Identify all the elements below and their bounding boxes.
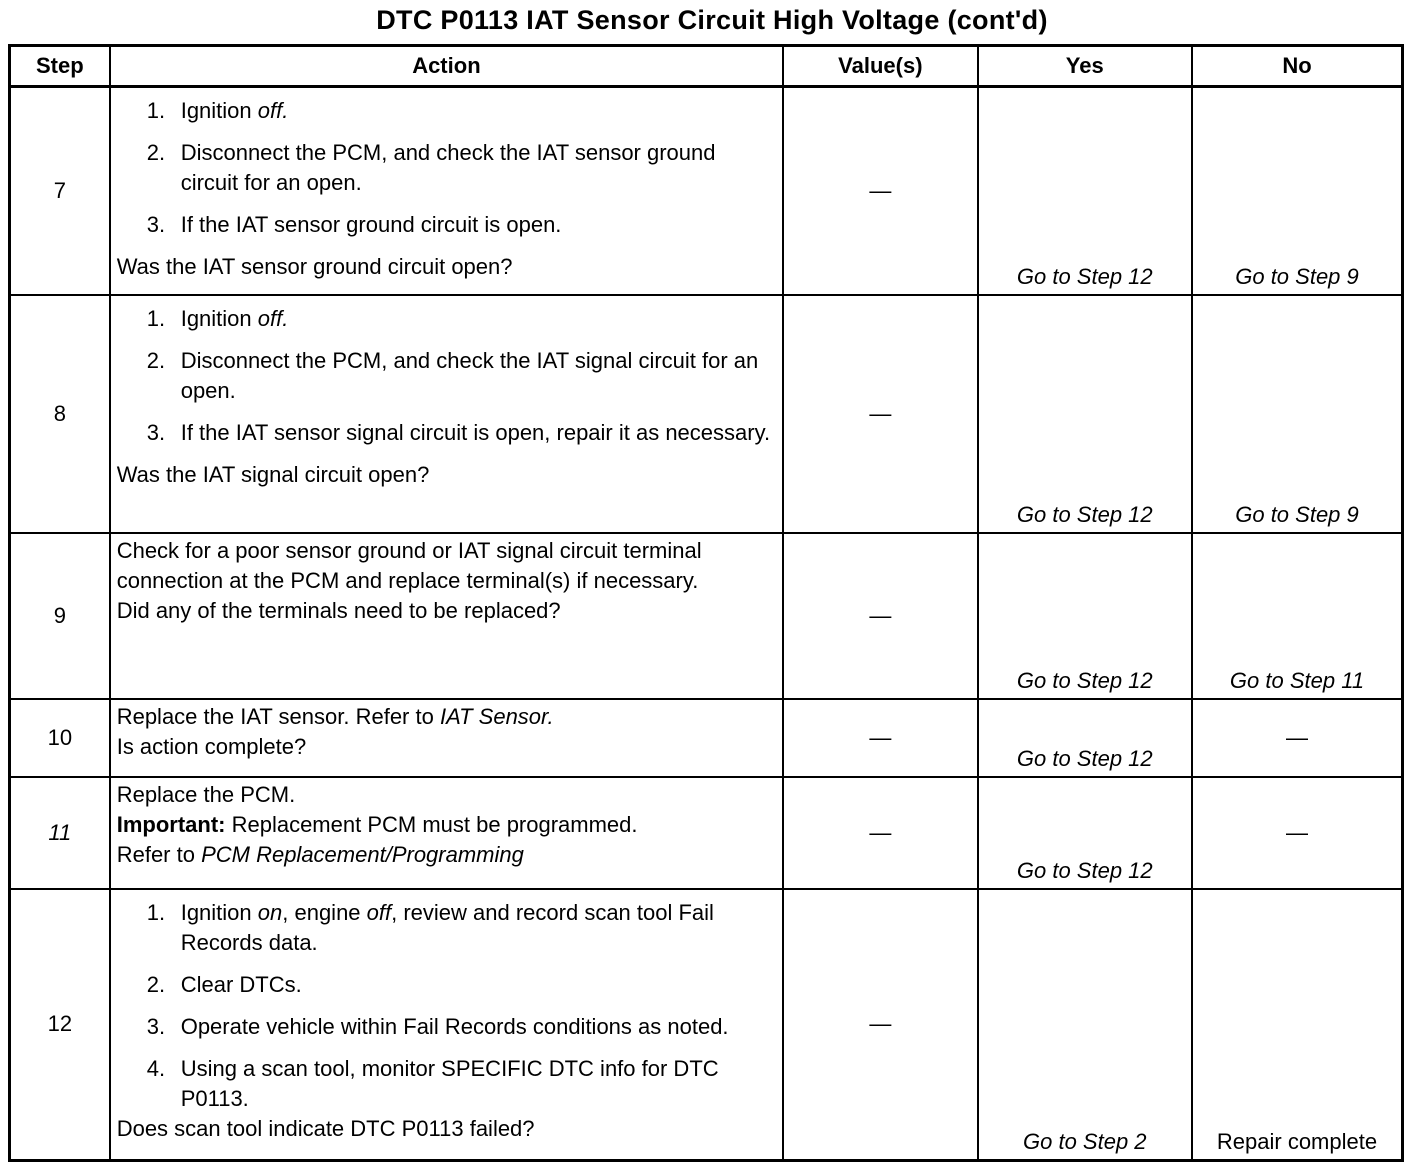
list-item: 1. Ignition off. bbox=[146, 305, 289, 331]
yes-link: Go to Step 12 bbox=[978, 533, 1192, 699]
step-number: 7 bbox=[10, 87, 110, 295]
list-item: 3. If the IAT sensor signal circuit is open, repair it as necessary. bbox=[146, 419, 771, 445]
table-row bbox=[10, 777, 1403, 889]
list-item: 3. Operate vehicle within Fail Records conditions as noted. bbox=[146, 1013, 729, 1039]
header-step: Step bbox=[10, 46, 110, 87]
action-list bbox=[117, 892, 774, 1114]
action-cell bbox=[110, 87, 783, 295]
list-item: 3. If the IAT sensor ground circuit is open. bbox=[146, 212, 562, 237]
value-cell: — bbox=[783, 295, 977, 533]
table-row bbox=[10, 295, 1403, 533]
important-note: Important: Replacement PCM must be programmed. Refer to PCM Replacement/Programming bbox=[116, 811, 638, 867]
value-cell: — bbox=[783, 889, 977, 1161]
step-number: 10 bbox=[10, 699, 110, 777]
action-cell bbox=[110, 533, 783, 699]
value-cell: — bbox=[783, 699, 977, 777]
no-link: Go to Step 9 bbox=[1192, 295, 1403, 533]
action-cell bbox=[110, 889, 783, 1161]
table-row bbox=[10, 87, 1403, 295]
diagnostic-table bbox=[8, 44, 1404, 1162]
no-link: Repair complete bbox=[1192, 889, 1403, 1161]
list-item: 2. Disconnect the PCM, and check the IAT signal circuit for an open. bbox=[146, 347, 759, 403]
yes-link: Go to Step 12 bbox=[978, 295, 1192, 533]
header-yes: Yes bbox=[978, 46, 1192, 87]
value-cell: — bbox=[783, 87, 977, 295]
action-text: Replace the PCM. bbox=[116, 781, 296, 807]
table-row bbox=[10, 889, 1403, 1161]
action-list bbox=[117, 298, 774, 460]
action-question: Did any of the terminals need to be replaced? bbox=[116, 597, 561, 623]
value-cell: — bbox=[783, 533, 977, 699]
action-question: Was the IAT signal circuit open? bbox=[116, 461, 430, 487]
step-number: 8 bbox=[10, 295, 110, 533]
yes-link: Go to Step 12 bbox=[978, 87, 1192, 295]
action-cell bbox=[110, 777, 783, 889]
no-link: — bbox=[1192, 699, 1403, 777]
action-text: Check for a poor sensor ground or IAT signal circuit terminal connection at the PCM and replace terminal(s) if necessary. bbox=[116, 537, 702, 593]
action-list bbox=[117, 90, 774, 252]
action-cell bbox=[110, 295, 783, 533]
step-number: 12 bbox=[10, 889, 110, 1161]
step-number: 11 bbox=[10, 777, 110, 889]
page-title: DTC P0113 IAT Sensor Circuit High Voltage (cont'd) bbox=[376, 5, 1048, 35]
table-row bbox=[10, 699, 1403, 777]
no-link: Go to Step 9 bbox=[1192, 87, 1403, 295]
no-link: Go to Step 11 bbox=[1192, 533, 1403, 699]
step-number: 9 bbox=[10, 533, 110, 699]
header-action: Action bbox=[110, 46, 783, 87]
yes-link: Go to Step 2 bbox=[978, 889, 1192, 1161]
header-no: No bbox=[1192, 46, 1403, 87]
action-text: Replace the IAT sensor. Refer to IAT Sensor. bbox=[116, 703, 554, 729]
action-question: Does scan tool indicate DTC P0113 failed? bbox=[116, 1115, 535, 1141]
value-cell: — bbox=[783, 777, 977, 889]
list-item: 2. Clear DTCs. bbox=[146, 971, 302, 997]
action-question: Is action complete? bbox=[116, 733, 307, 759]
header-row bbox=[10, 46, 1403, 87]
list-item: 1. Ignition off. bbox=[146, 98, 289, 123]
action-question: Was the IAT sensor ground circuit open? bbox=[116, 254, 513, 279]
list-item: 4. Using a scan tool, monitor SPECIFIC DTC info for DTC P0113. bbox=[146, 1055, 719, 1111]
action-cell bbox=[110, 699, 783, 777]
list-item: 1. Ignition on, engine off, review and record scan tool Fail Records data. bbox=[146, 899, 714, 955]
no-link: — bbox=[1192, 777, 1403, 889]
yes-link: Go to Step 12 bbox=[978, 699, 1192, 777]
yes-link: Go to Step 12 bbox=[978, 777, 1192, 889]
list-item: 2. Disconnect the PCM, and check the IAT sensor ground circuit for an open. bbox=[146, 140, 716, 195]
header-values: Value(s) bbox=[783, 46, 977, 87]
table-row bbox=[10, 533, 1403, 699]
